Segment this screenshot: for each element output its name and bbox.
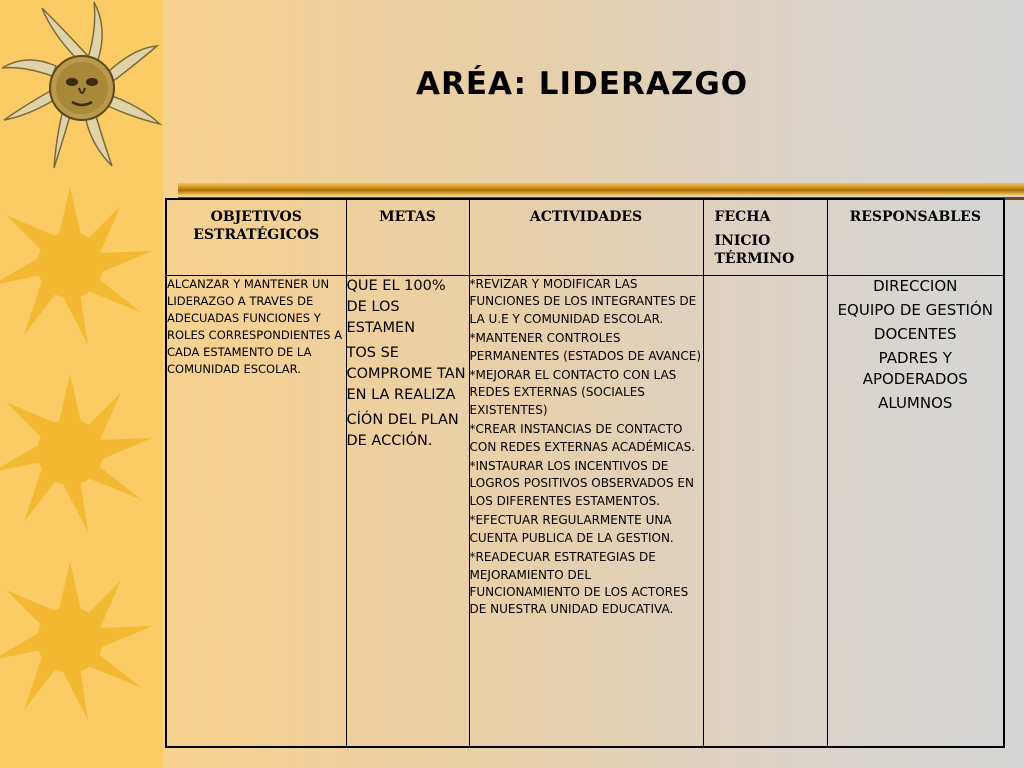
sun-icon xyxy=(0,370,163,535)
objetivo-text: ALCANZAR Y MANTENER UN LIDERAZGO A TRAVES DE ADECUADAS FUNCIONES Y ROLES CORRESPONDIENTES A CADA ESTAMENTO DE LA COMUNIDAD ESCOLAR. xyxy=(167,277,343,376)
metas-line: QUE EL 100% DE LOS ESTAMEN xyxy=(346,278,446,336)
actividad-item: *MEJORAR EL CONTACTO CON LAS REDES EXTERNAS (SOCIALES EXISTENTES) xyxy=(469,368,677,417)
header-actividades: ACTIVIDADES xyxy=(469,199,703,276)
cell-metas xyxy=(346,276,469,748)
slide-title: ARÉA: LIDERAZGO xyxy=(416,66,749,102)
table-row xyxy=(166,276,1004,748)
header-inicio: INICIO xyxy=(714,233,771,249)
action-plan-table xyxy=(165,198,1005,748)
responsable-item: DIRECCION xyxy=(873,277,958,295)
table-header-row xyxy=(166,199,1004,276)
header-fecha-label: FECHA xyxy=(714,209,771,225)
decorative-gold-bar xyxy=(178,183,1024,195)
responsable-item: PADRES Y APODERADOS xyxy=(862,349,968,388)
sun-icon xyxy=(0,185,163,350)
actividad-item: *EFECTUAR REGULARMENTE UNA CUENTA PUBLICA DE LA GESTION. xyxy=(469,513,674,545)
cell-actividades xyxy=(469,276,703,748)
actividad-item: *CREAR INSTANCIAS DE CONTACTO CON REDES EXTERNAS ACADÉMICAS. xyxy=(469,422,696,454)
header-objetivos: OBJETIVOS ESTRATÉGICOS xyxy=(166,199,346,276)
header-metas: METAS xyxy=(346,199,469,276)
actividad-item: *REVIZAR Y MODIFICAR LAS FUNCIONES DE LOS INTEGRANTES DE LA U.E Y COMUNIDAD ESCOLAR. xyxy=(469,277,697,326)
cell-objetivo xyxy=(166,276,346,748)
actividad-item: *MANTENER CONTROLES PERMANENTES (ESTADOS DE AVANCE) xyxy=(469,331,702,363)
metas-line: CÍÓN DEL PLAN DE ACCIÓN. xyxy=(346,412,459,449)
responsable-item: DOCENTES xyxy=(873,325,957,343)
metas-line: TOS SE COMPROME TAN EN LA REALIZA xyxy=(346,345,466,403)
responsable-item: EQUIPO DE GESTIÓN xyxy=(837,301,993,319)
sun-icon xyxy=(0,560,163,725)
actividad-item: *READECUAR ESTRATEGIAS DE MEJORAMIENTO DEL FUNCIONAMIENTO DE LOS ACTORES DE NUESTRA UNIDAD EDUCATIVA. xyxy=(469,550,689,617)
decorative-sidebar xyxy=(0,0,163,768)
cell-fecha xyxy=(703,276,827,748)
responsable-item: ALUMNOS xyxy=(878,394,953,412)
cell-responsables xyxy=(827,276,1004,748)
sun-face-icon xyxy=(0,0,163,180)
header-termino: TÉRMINO xyxy=(714,251,795,267)
header-responsables: RESPONSABLES xyxy=(827,199,1004,276)
header-fecha xyxy=(703,199,827,276)
actividad-item: *INSTAURAR LOS INCENTIVOS DE LOGROS POSITIVOS OBSERVADOS EN LOS DIFERENTES ESTAMENTOS. xyxy=(469,459,694,508)
